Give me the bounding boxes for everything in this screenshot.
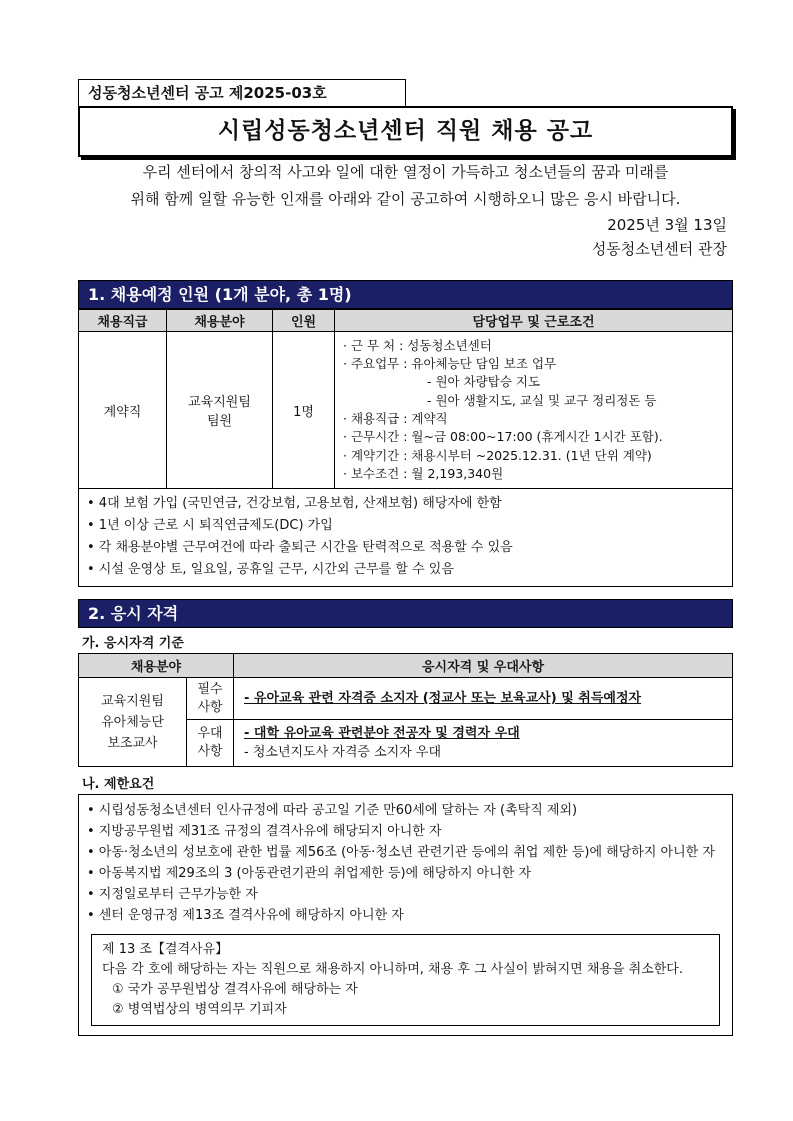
label-line: 우대 <box>197 726 223 741</box>
subsection-a-title: 가. 응시자격 기준 <box>82 636 184 651</box>
duty-line: - 원아 생활지도, 교실 및 교구 정리정돈 등 <box>427 392 657 408</box>
count-cell: 1명 <box>273 332 335 489</box>
required-label <box>187 678 234 720</box>
field-line: 팀원 <box>206 414 233 429</box>
field-line: 보조교사 <box>107 735 158 751</box>
restrictions-box <box>78 794 733 1036</box>
table-row <box>79 678 733 720</box>
duty-line: · 보수조건 : 월 2,193,340원 <box>343 465 504 481</box>
law-item: ① 국가 공무원법상 결격사유에 해당하는 자 <box>112 982 358 997</box>
preferred-text <box>234 720 733 767</box>
header-field: 채용분야 <box>79 654 234 678</box>
duty-line: - 원아 차량탑승 지도 <box>427 374 541 390</box>
header-count: 인원 <box>273 310 335 332</box>
header-field: 채용분야 <box>167 310 273 332</box>
duty-line: · 채용직급 : 계약직 <box>343 411 448 426</box>
preferred-label <box>187 720 234 767</box>
notes-box <box>78 488 733 587</box>
preference-line: - 청소년지도사 자격증 소지자 우대 <box>244 745 442 760</box>
recruit-table <box>78 309 733 489</box>
intro-text <box>78 159 733 213</box>
table-row <box>79 332 733 489</box>
subsection-b-title: 나. 제한요건 <box>82 777 155 792</box>
label-line: 사항 <box>197 699 223 715</box>
requirement-line: - 유아교육 관련 자격증 소지자 (정교사 또는 보육교사) 및 취득예정자 <box>244 691 642 706</box>
table-header-row <box>79 310 733 332</box>
label-line: 필수 <box>197 681 223 697</box>
page-title: 시립성동청소년센터 직원 채용 공고 <box>78 106 733 157</box>
duties-cell <box>335 332 733 489</box>
header-rank: 채용직급 <box>79 310 167 332</box>
duty-line: · 주요업무 : 유아체능단 담임 보조 업무 <box>343 356 557 372</box>
required-text <box>234 678 733 720</box>
law-title: 제 13 조【결격사유】 <box>102 942 229 957</box>
list-item: • 1년 이상 근로 시 퇴직연금제도(DC) 가입 <box>87 518 333 533</box>
qualification-table <box>78 653 733 767</box>
list-item: • 시설 운영상 토, 일요일, 공휴일 근무, 시간외 근무를 할 수 있음 <box>87 562 454 577</box>
field-line: 교육지원팀 <box>101 693 164 709</box>
notice-date: 2025년 3월 13일 <box>607 216 727 234</box>
duty-line: · 계약기간 : 채용시부터 ~2025.12.31. (1년 단위 계약) <box>343 447 652 463</box>
list-item: • 시립성동청소년센터 인사규정에 따라 공고일 기준 만60세에 달하는 자 (촉탁직 제외) <box>87 803 578 818</box>
field-cell <box>79 678 187 767</box>
field-line: 교육지원팀 <box>188 395 251 410</box>
table-header-row <box>79 654 733 678</box>
duty-line: · 근 무 처 : 성동청소년센터 <box>343 337 492 353</box>
list-item: • 4대 보험 가입 (국민연금, 건강보험, 고용보험, 산재보험) 해당자에 한함 <box>87 496 502 511</box>
list-item: • 지정일로부터 근무가능한 자 <box>87 887 258 902</box>
list-item: • 지방공무원법 제31조 규정의 결격사유에 해당되지 아니한 자 <box>87 824 442 839</box>
field-cell <box>167 332 273 489</box>
signer: 성동청소년센터 관장 <box>591 240 727 258</box>
field-line: 유아체능단 <box>101 714 164 730</box>
intro-line: 위해 함께 일할 유능한 인재를 아래와 같이 공고하여 시행하오니 많은 응시 바랍니다. <box>130 190 681 208</box>
header-duties: 담당업무 및 근로조건 <box>335 310 733 332</box>
notice-number: 성동청소년센터 공고 제2025-03호 <box>78 79 406 107</box>
section1-title: 1. 채용예정 인원 (1개 분야, 총 1명) <box>78 280 733 309</box>
section2-title: 2. 응시 자격 <box>78 599 733 628</box>
list-item: • 각 채용분야별 근무여건에 따라 출퇴근 시간을 탄력적으로 적용할 수 있음 <box>87 540 513 555</box>
list-item: • 센터 운영규정 제13조 결격사유에 해당하지 아니한 자 <box>87 908 404 923</box>
intro-line: 우리 센터에서 창의적 사고와 일에 대한 열정이 가득하고 청소년들의 꿈과 미래를 <box>142 163 669 181</box>
label-line: 사항 <box>197 744 223 759</box>
law-body: 다음 각 호에 해당하는 자는 직원으로 채용하지 아니하며, 채용 후 그 사실이 밝혀지면 채용을 취소한다. <box>102 962 683 977</box>
preference-line: - 대학 유아교육 관련분야 전공자 및 경력자 우대 <box>244 726 520 741</box>
rank-cell: 계약직 <box>79 332 167 489</box>
list-item: • 아동복지법 제29조의 3 (아동관련기관의 취업제한 등)에 해당하지 아니한 자 <box>87 866 531 881</box>
law-item: ② 병역법상의 병역의무 기피자 <box>112 1002 287 1017</box>
header-qualification: 응시자격 및 우대사항 <box>234 654 733 678</box>
duty-line: · 근무시간 : 월~금 08:00~17:00 (휴게시간 1시간 포함). <box>343 429 663 445</box>
law-excerpt <box>91 934 720 1026</box>
list-item: • 아동‧청소년의 성보호에 관한 법률 제56조 (아동·청소년 관련기관 등에의 취업 제한 등)에 해당하지 아니한 자 <box>87 845 715 860</box>
